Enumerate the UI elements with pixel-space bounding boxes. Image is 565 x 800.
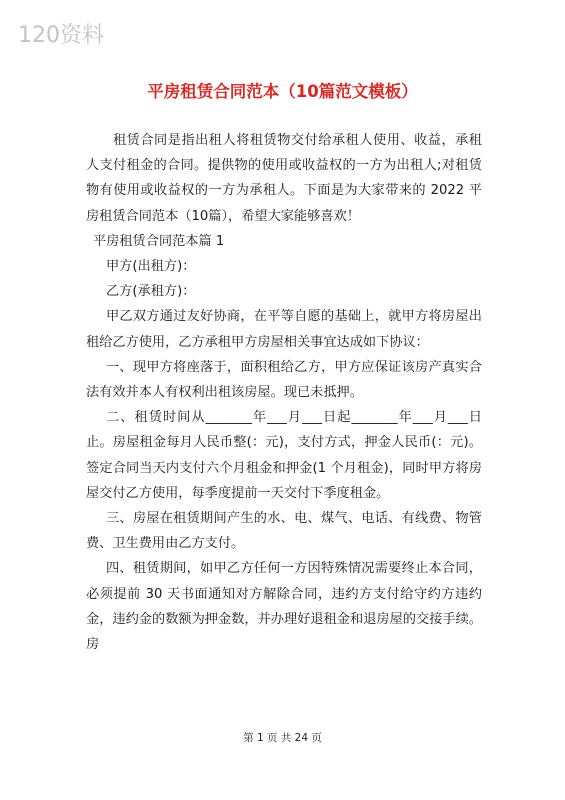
agreement-paragraph: 甲乙双方通过友好协商，在平等自愿的基础上，就甲方将房屋出租给乙方使用，乙方承租甲方房屋相关事宜达成如下协议： [86, 309, 482, 350]
clause-3: 三、房屋在租赁期间产生的水、电、煤气、电话、有线费、物管费、卫生费用由乙方支付。 [86, 511, 482, 552]
clause-1: 一、现甲方将座落于，面积租给乙方，甲方应保证该房产真实合法有效并本人有权利出租该房屋。现已未抵押。 [86, 359, 482, 401]
page-footer: 第 1 页 共 24 页 [243, 732, 322, 744]
document-title: 平房租赁合同范本（10篇范文模板） [147, 82, 418, 101]
intro-paragraph: 租赁合同是指出租人将租赁物交付给承租人使用、收益，承租人支付租金的合同。提供物的使用或收益权的一方为出租人;对租赁物有使用或收益权的一方为承租人。下面是为大家带来的 2022 平房租赁合同范本（10篇），希望大家能够喜欢！ [86, 133, 482, 224]
clause-2: 二、租赁时间从_______年___月___日起_______年___月___日止。房屋租金每月人民币整(：元)，支付方式，押金人民币(：元)。签定合同当天内支付六个月租金和押金(1 个月租金)，同时甲方将房屋交付乙方使用，每季度提前一天交付下季度租金。 [86, 410, 482, 501]
clause-4: 四、租赁期间，如甲乙方任何一方因特殊情况需要终止本合同，必须提前 30 天书面通知对方解除合同，违约方支付给守约方违约金，违约金的数额为押金数，并办理好退租金和退房屋的交接手续。房 [86, 561, 482, 653]
watermark-text: 120资料 [18, 23, 104, 48]
document-body [86, 128, 482, 657]
party-a-line: 甲方(出租方)： [106, 259, 196, 275]
party-b-line: 乙方(承租方)： [106, 284, 196, 300]
section-heading: 平房租赁合同范本篇 1 [93, 233, 225, 249]
